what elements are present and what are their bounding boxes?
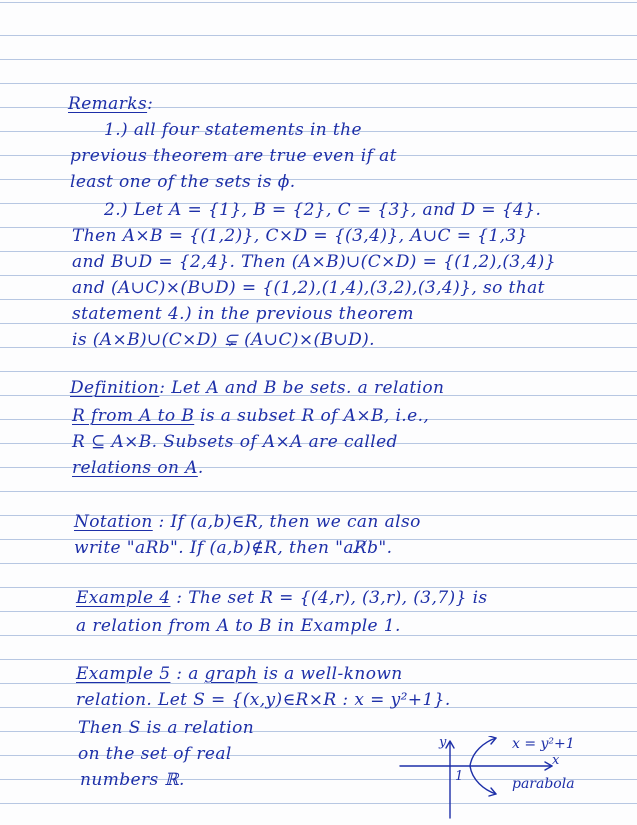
example4-heading: Example 4 xyxy=(76,588,171,608)
example5-line-1-mid: : a xyxy=(170,664,205,684)
remarks-heading-line xyxy=(68,94,153,114)
remark-line-9: is (A×B)∪(C×D) ⊊ (A∪C)×(B∪D). xyxy=(72,330,375,350)
remark-line-6: and B∪D = {2,4}. Then (A×B)∪(C×D) = {(1,2),(3,4)} xyxy=(72,252,556,272)
definition-line-2-rest: is a subset R of A×B, i.e., xyxy=(194,406,430,426)
definition-line-4-rest: . xyxy=(197,458,204,478)
graph-curve-label: parabola xyxy=(512,776,575,792)
remark-line-2: previous theorem are true even if at xyxy=(70,146,397,166)
graph-equation: x = y²+1 xyxy=(512,736,575,752)
definition-line-2 xyxy=(72,406,429,426)
remark-line-4: 2.) Let A = {1}, B = {2}, C = {3}, and D = {4}. xyxy=(104,200,542,220)
example5-line-5: numbers ℝ. xyxy=(80,770,185,790)
remark-line-3: least one of the sets is ϕ. xyxy=(70,172,296,192)
example5-line-4: on the set of real xyxy=(78,744,232,764)
definition-term-relation: R from A to B xyxy=(72,406,195,426)
parabola-graph xyxy=(392,736,607,821)
remark-line-5: Then A×B = {(1,2)}, C×D = {(3,4)}, A∪C = {1,3} xyxy=(72,226,528,246)
remark-line-1: 1.) all four statements in the xyxy=(104,120,362,140)
notation-line-1 xyxy=(74,512,421,532)
example5-term-graph: graph xyxy=(204,664,258,684)
example5-line-1-rest: is a well-known xyxy=(257,664,403,684)
example5-line-3: Then S is a relation xyxy=(78,718,255,738)
example5-heading: Example 5 xyxy=(76,664,171,684)
example4-line-2: a relation from A to B in Example 1. xyxy=(76,616,401,636)
notation-heading: Notation xyxy=(74,512,153,532)
definition-term-relations-on-a: relations on A xyxy=(72,458,198,478)
example5-line-2: relation. Let S = {(x,y)∈R×R : x = y²+1}. xyxy=(76,690,451,710)
remarks-colon: : xyxy=(147,94,154,114)
remark-line-7: and (A∪C)×(B∪D) = {(1,2),(1,4),(3,2),(3,4)}, so that xyxy=(72,278,545,298)
definition-line-1-rest: : Let A and B be sets. a relation xyxy=(159,378,445,398)
example5-line-1 xyxy=(76,664,403,684)
definition-line-1 xyxy=(70,378,444,398)
remark-line-8: statement 4.) in the previous theorem xyxy=(72,304,414,324)
example4-line-1-rest: : The set R = {(4,r), (3,r), (3,7)} is xyxy=(170,588,488,608)
graph-vertex-label: 1 xyxy=(455,769,464,784)
notation-line-1-rest: : If (a,b)∈R, then we can also xyxy=(152,512,421,532)
remarks-heading: Remarks xyxy=(68,94,148,114)
graph-x-label: x xyxy=(552,753,560,768)
definition-heading: Definition xyxy=(70,378,160,398)
notation-line-2: write "aRb". If (a,b)∉R, then "aR̸b". xyxy=(74,538,393,558)
definition-line-4 xyxy=(72,458,204,478)
definition-line-3: R ⊆ A×B. Subsets of A×A are called xyxy=(72,432,398,452)
example4-line-1 xyxy=(76,588,488,608)
graph-y-label: y xyxy=(439,736,447,750)
